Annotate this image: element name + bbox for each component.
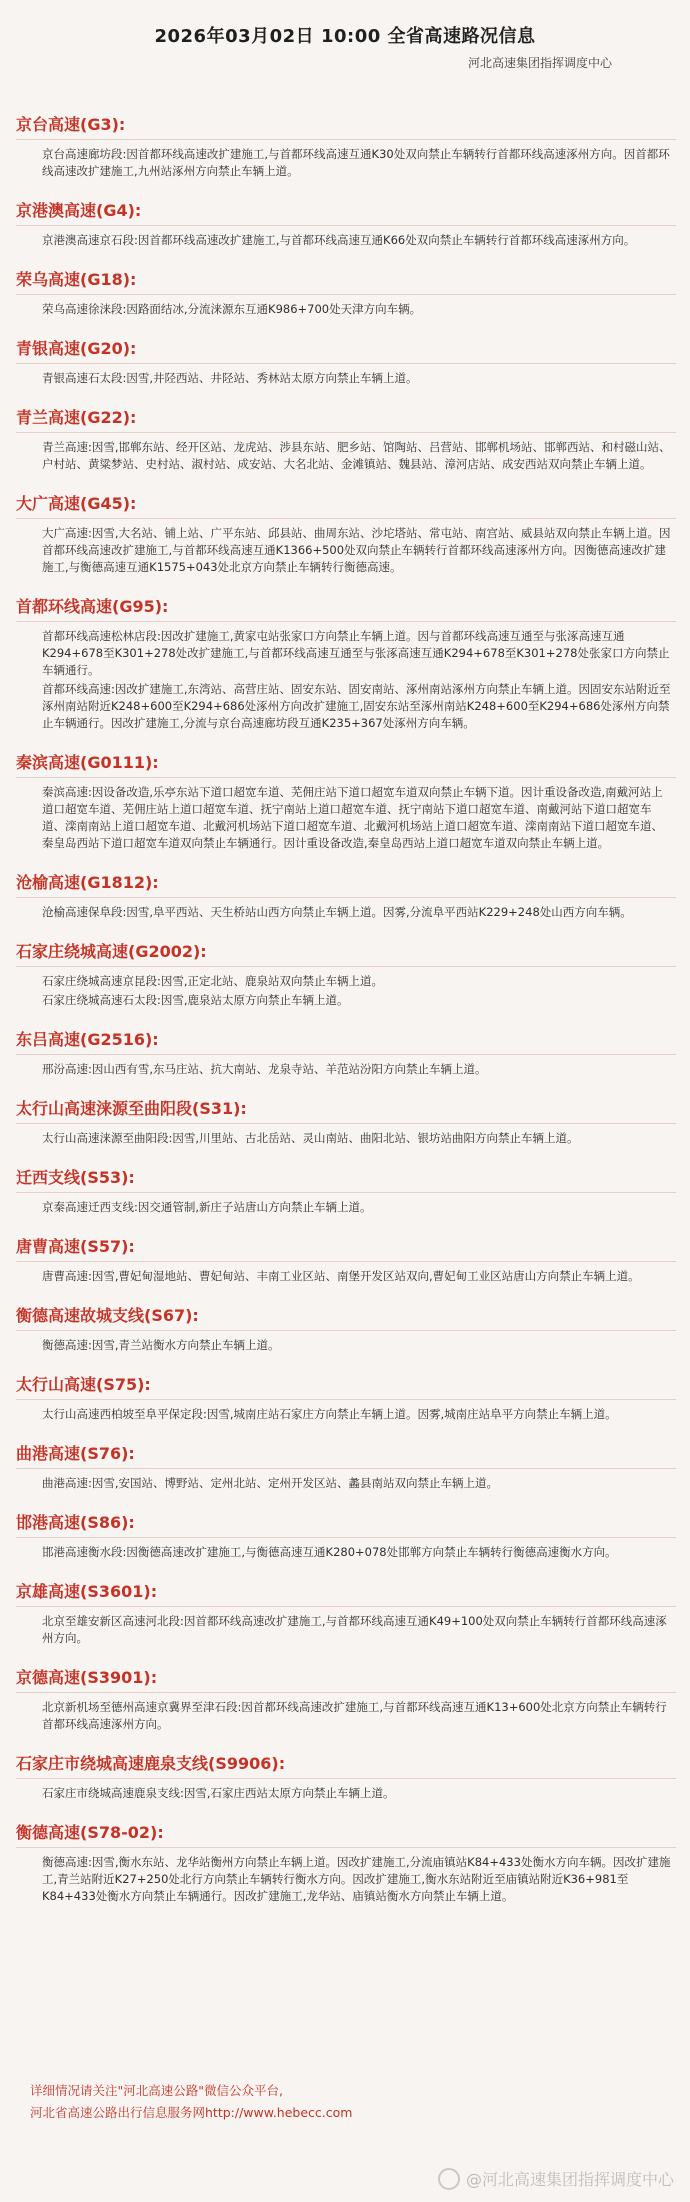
section-heading [16, 336, 676, 359]
condition-text: 石家庄绕城高速石太段:因雪,鹿泉站太原方向禁止车辆上道。 [42, 993, 349, 1007]
condition-text: 青兰高速:因雪,邯郸东站、经开区站、龙虎站、涉县东站、肥乡站、馆陶站、吕营站、邯郸机场站、邯郸西站、和村磁山站、户村站、黄粱梦站、史村站、淑村站、成安站、大名北站、金滩镇站、魏县站、漳河店站、成安西站双向禁止车辆上道。 [42, 440, 671, 471]
section-divider [16, 1847, 676, 1848]
highway-section [16, 405, 676, 473]
section-heading [16, 1820, 676, 1843]
condition-text: 北京至雄安新区高速河北段:因首都环线高速改扩建施工,与首都环线高速互通K49+100处双向禁止车辆转行首都环线高速涿州方向。 [42, 1614, 667, 1645]
section-heading [16, 1165, 676, 1188]
highway-code: (S3601): [80, 1582, 158, 1601]
highway-name: 京台高速 [16, 115, 81, 134]
condition-text: 邯港高速衡水段:因衡德高速改扩建施工,与衡德高速互通K280+078处邯郸方向禁止车辆转行衡德高速衡水方向。 [42, 1545, 617, 1559]
section-divider [16, 1330, 676, 1331]
highway-code: (S78-02): [80, 1823, 164, 1842]
highway-name: 太行山高速涞源至曲阳段 [16, 1099, 193, 1118]
highway-section [16, 1665, 676, 1733]
highway-section [16, 939, 676, 1009]
condition-text: 衡德高速:因雪,衡水东站、龙华站衡州方向禁止车辆上道。因改扩建施工,分流庙镇站K84+433处衡水方向车辆。因改扩建施工,青兰站附近K27+250处北行方向禁止车辆转行衡水方向。因改扩建施工,衡水东站附近至庙镇站附近K36+981至K84+433处衡水方向禁止车辆通行。因改扩建施工,龙华站、庙镇站衡水方向禁止车辆上道。 [42, 1855, 671, 1903]
condition-text: 邢汾高速:因山西有雪,东马庄站、抗大南站、龙泉寺站、羊范站汾阳方向禁止车辆上道。 [42, 1062, 487, 1076]
issuing-org: 河北高速集团指挥调度中心 [467, 56, 612, 70]
condition-text: 青银高速石太段:因雪,井陉西站、井陉站、秀林站太原方向禁止车辆上道。 [42, 371, 418, 385]
condition-text: 衡德高速:因雪,青兰站衡水方向禁止车辆上道。 [42, 1338, 280, 1352]
section-divider [16, 1054, 676, 1055]
sections-list [0, 48, 690, 1905]
section-heading [16, 267, 676, 290]
section-divider [16, 1399, 676, 1400]
section-heading [16, 1579, 676, 1602]
section-divider [16, 294, 676, 295]
section-divider [16, 363, 676, 364]
highway-code: (G45): [80, 494, 137, 513]
section-divider [16, 1123, 676, 1124]
highway-section [16, 1751, 676, 1802]
section-divider [16, 1468, 676, 1469]
condition-text: 京台高速廊坊段:因首都环线高速改扩建施工,与首都环线高速互通K30处双向禁止车辆转行首都环线高速涿州方向。因首都环线高速改扩建施工,九州站涿州方向禁止车辆上道。 [42, 147, 670, 178]
highway-section [16, 198, 676, 249]
condition-text: 沧榆高速保阜段:因雪,阜平西站、天生桥站山西方向禁止车辆上道。因雾,分流阜平西站K229+248处山西方向车辆。 [42, 905, 632, 919]
highway-section [16, 1096, 676, 1147]
section-divider [16, 139, 676, 140]
highway-name: 曲港高速 [16, 1444, 81, 1463]
section-heading [16, 1441, 676, 1464]
highway-name: 邯港高速 [16, 1513, 81, 1532]
highway-name: 大广高速 [16, 494, 81, 513]
highway-section [16, 1234, 676, 1285]
footer-line-1: 详细情况请关注"河北高速公路"微信公众平台, [30, 2083, 283, 2098]
footer-line-2[interactable]: 河北省高速公路出行信息服务网http://www.hebecc.com [30, 2105, 353, 2120]
condition-text: 大广高速:因雪,大名站、铺上站、广平东站、邱县站、曲周东站、沙坨塔站、常屯站、南宫站、威县站双向禁止车辆上道。因首都环线高速改扩建施工,与首都环线高速互通K1366+500处双向禁止车辆转行首都环线高速涿州方向。因衡德高速改扩建施工,与衡德高速互通K1575+043处北京方向禁止车辆转行衡德高速。 [42, 526, 671, 574]
section-heading [16, 198, 676, 221]
highway-name: 京港澳高速 [16, 201, 97, 220]
highway-section [16, 594, 676, 732]
highway-code: (S3901): [80, 1668, 158, 1687]
highway-name: 石家庄市绕城高速鹿泉支线 [16, 1754, 209, 1773]
highway-code: (G1812): [80, 873, 159, 892]
highway-name: 衡德高速 [16, 1823, 81, 1842]
highway-section [16, 1579, 676, 1647]
section-divider [16, 1192, 676, 1193]
section-heading [16, 405, 676, 428]
section-heading [16, 1665, 676, 1688]
highway-code: (G22): [80, 408, 137, 427]
condition-text: 秦滨高速:因设备改造,乐亭东站下道口超宽车道、芜佣庄站下道口超宽车道双向禁止车辆下道。因计重设备改造,南戴河站上道口超宽车道、芜佣庄站上道口超宽车道、抚宁南站上道口超宽车道、抚宁南站下道口超宽车道、南戴河站下道口超宽车道、滦南南站上道口超宽车道、北戴河机场站下道口超宽车道、北戴河机场站上道口超宽车道、滦南南站下道口超宽车道、秦皇岛西站下道口超宽车道双向禁止车辆通行。因计重设备改造,秦皇岛西站上道口超宽车道双向禁止车辆上道。 [42, 785, 663, 850]
highway-section [16, 1510, 676, 1561]
section-heading [16, 939, 676, 962]
section-divider [16, 966, 676, 967]
highway-code: (G18): [80, 270, 137, 289]
section-heading [16, 1510, 676, 1533]
highway-section [16, 267, 676, 318]
highway-section [16, 491, 676, 576]
highway-code: (S9906): [208, 1754, 286, 1773]
highway-section [16, 750, 676, 852]
section-divider [16, 1537, 676, 1538]
highway-code: (S76): [80, 1444, 135, 1463]
section-divider [16, 621, 676, 622]
highway-code: (G2002): [128, 942, 207, 961]
highway-code: (S75): [96, 1375, 151, 1394]
highway-name: 京雄高速 [16, 1582, 81, 1601]
highway-code: (S53): [80, 1168, 135, 1187]
section-divider [16, 518, 676, 519]
section-heading [16, 594, 676, 617]
highway-name: 石家庄绕城高速 [16, 942, 129, 961]
section-divider [16, 1778, 676, 1779]
highway-section [16, 1027, 676, 1078]
highway-code: (S31): [192, 1099, 247, 1118]
condition-text: 太行山高速涞源至曲阳段:因雪,川里站、古北岳站、灵山南站、曲阳北站、银坊站曲阳方向禁止车辆上道。 [42, 1131, 579, 1145]
section-heading [16, 750, 676, 773]
highway-code: (S86): [80, 1513, 135, 1532]
page-title: 2026年03月02日 10:00 全省高速路况信息 [154, 26, 536, 47]
condition-text: 京港澳高速京石段:因首都环线高速改扩建施工,与首都环线高速互通K66处双向禁止车辆转行首都环线高速涿州方向。 [42, 233, 636, 247]
section-divider [16, 1692, 676, 1693]
highway-name: 京德高速 [16, 1668, 81, 1687]
condition-text: 京秦高速迁西支线:因交通管制,新庄子站唐山方向禁止车辆上道。 [42, 1200, 372, 1214]
highway-code: (G0111): [80, 753, 159, 772]
header [0, 0, 690, 48]
condition-text: 首都环线高速:因改扩建施工,东湾站、高营庄站、固安东站、固安南站、涿州南站涿州方向禁止车辆上道。因固安东站附近至涿州南站附近K248+600至K294+686处涿州方向改扩建施工,固安东站至涿州南站K248+600至K294+686处涿州方向禁止车辆通行。因改扩建施工,分流与京台高速廊坊段互通K235+367处涿州方向车辆。 [42, 682, 671, 730]
section-heading [16, 1234, 676, 1257]
highway-section [16, 870, 676, 921]
section-divider [16, 777, 676, 778]
highway-name: 衡德高速故城支线 [16, 1306, 145, 1325]
footer [30, 2080, 352, 2124]
highway-code: (S67): [144, 1306, 199, 1325]
condition-text: 唐曹高速:因雪,曹妃甸湿地站、曹妃甸站、丰南工业区站、南堡开发区站双向,曹妃甸工业区站唐山方向禁止车辆上道。 [42, 1269, 640, 1283]
highway-name: 首都环线高速 [16, 597, 113, 616]
condition-text: 石家庄绕城高速京昆段:因雪,正定北站、鹿泉站双向禁止车辆上道。 [42, 974, 384, 988]
highway-name: 荣乌高速 [16, 270, 81, 289]
highway-section [16, 1820, 676, 1905]
highway-name: 太行山高速 [16, 1375, 97, 1394]
highway-section [16, 1303, 676, 1354]
highway-code: (G2516): [80, 1030, 159, 1049]
weibo-watermark [438, 2167, 674, 2190]
section-heading [16, 112, 676, 135]
section-heading [16, 1372, 676, 1395]
watermark-text: @河北高速集团指挥调度中心 [465, 2170, 674, 2189]
condition-text: 曲港高速:因雪,安国站、博野站、定州北站、定州开发区站、蠡县南站双向禁止车辆上道。 [42, 1476, 499, 1490]
highway-section [16, 112, 676, 180]
condition-text: 北京新机场至德州高速京冀界至津石段:因首都环线高速改扩建施工,与首都环线高速互通K13+600处北京方向禁止车辆转行首都环线高速涿州方向。 [42, 1700, 667, 1731]
highway-code: (G95): [112, 597, 169, 616]
highway-section [16, 1165, 676, 1216]
highway-name: 唐曹高速 [16, 1237, 81, 1256]
section-heading [16, 1096, 676, 1119]
highway-section [16, 336, 676, 387]
highway-name: 青银高速 [16, 339, 81, 358]
section-divider [16, 1606, 676, 1607]
section-divider [16, 1261, 676, 1262]
highway-section [16, 1441, 676, 1492]
highway-name: 青兰高速 [16, 408, 81, 427]
highway-section [16, 1372, 676, 1423]
highway-name: 东吕高速 [16, 1030, 81, 1049]
highway-code: (G4): [96, 201, 142, 220]
highway-name: 迁西支线 [16, 1168, 81, 1187]
highway-code: (G20): [80, 339, 137, 358]
condition-text: 太行山高速西柏坡至阜平保定段:因雪,城南庄站石家庄方向禁止车辆上道。因雾,城南庄站阜平方向禁止车辆上道。 [42, 1407, 617, 1421]
highway-name: 秦滨高速 [16, 753, 81, 772]
condition-text: 荣乌高速徐涞段:因路面结冰,分流涞源东互通K986+700处天津方向车辆。 [42, 302, 422, 316]
section-heading [16, 1751, 676, 1774]
highway-code: (S57): [80, 1237, 135, 1256]
section-heading [16, 1027, 676, 1050]
condition-text: 石家庄市绕城高速鹿泉支线:因雪,石家庄西站太原方向禁止车辆上道。 [42, 1786, 395, 1800]
section-divider [16, 897, 676, 898]
weibo-icon [438, 2168, 460, 2190]
section-heading [16, 870, 676, 893]
highway-code: (G3): [80, 115, 126, 134]
section-divider [16, 225, 676, 226]
highway-name: 沧榆高速 [16, 873, 81, 892]
condition-text: 首都环线高速松林店段:因改扩建施工,黄家屯站张家口方向禁止车辆上道。因与首都环线高速互通至与张涿高速互通K294+678至K301+278处改扩建施工,与首都环线高速互通至与张涿高速互通K294+678至K301+278处张家口方向禁止车辆通行。 [42, 629, 670, 677]
section-heading [16, 491, 676, 514]
section-heading [16, 1303, 676, 1326]
section-divider [16, 432, 676, 433]
